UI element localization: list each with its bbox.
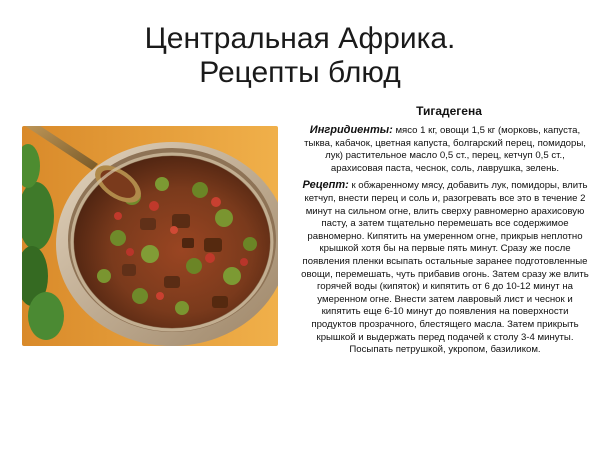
dish-name: Тигадегена [416,104,482,118]
dish-photo [22,126,278,346]
ingredients-label: Ингридиенты: [309,124,393,136]
ingredients-paragraph [300,124,590,175]
ingredients-text: мясо 1 кг, овощи 1,5 кг (морковь, капуста, тыква, кабачок, цветная капуста, болгарский перец, помидоры, лук) растительное масло 0,5 ст., перец, кетчуп 0,5 ст., арахисовая паста, чеснок, соль, лаврушка, зелень. [304,125,586,174]
slide-title-line-1: Центральная Африка. [144,22,456,55]
slide-title-line-2: Рецепты блюд [199,56,401,89]
recipe-label: Рецепт: [302,179,349,192]
recipe-text-block [300,104,590,361]
recipe-text: к обжаренному мясу, добавить лук, помидоры, влить кетчуп, внести перец и соль и, разогревать все это в течение 2 минут на сильном огне, влить сверху равномерно арахисовую пасту, а затем тщательно перемешать все содержимое равномерно. Кипятить на умеренном огне, прикрыв неплотно крышкой хотя бы на первые пять минут. Сразу же после появления пленки всыпать остальные заранее подготовленные овощи, перемешать, чуть прибавив огонь. Затем сразу же влить горячей воды (кипяток) и кипятить от 6 до 10-12 минут на умеренном огне. Внести затем лавровый лист и чеснок и кипятить еще 6-10 минут до появления на поверхности продуктов прозрачного, блестящего масла. Затем прикрыть крышкой и выдержать перед подачей к столу 3-4 минуты. Посыпать петрушкой, укропом, базиликом. [301,180,589,356]
slide-title [0,22,600,90]
recipe-paragraph [300,179,590,356]
